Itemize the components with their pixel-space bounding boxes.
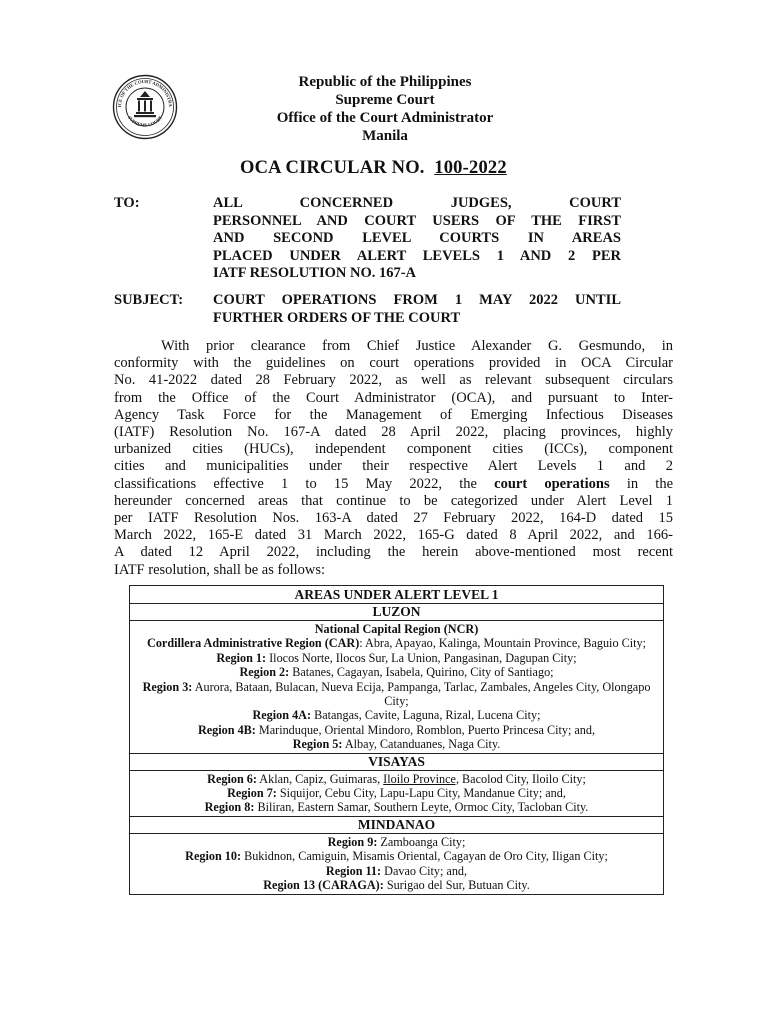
region-entry: Region 6: Aklan, Capiz, Guimaras, Iloilo Province, Bacolod City, Iloilo City;: [207, 771, 586, 786]
body-line-mixed: [114, 476, 673, 493]
region-entry: Region 11: Davao City; and,: [325, 863, 468, 878]
court-seal-icon: [112, 74, 178, 140]
body-line: (IATF) Resolution No. 167-A dated 28 April 2022, placing provinces, highly: [114, 424, 673, 441]
to-label: TO:: [114, 195, 140, 211]
group-body-luzon: [130, 621, 663, 754]
to-recipients: [213, 195, 621, 283]
body-line: from the Office of the Court Administrator (OCA), and pursuant to Inter-: [114, 389, 673, 406]
group-body-visayas: [130, 771, 663, 817]
region-entry: Cordillera Administrative Region (CAR): Abra, Apayao, Kalinga, Mountain Province, Baguio City;: [147, 636, 646, 651]
body-after-bold: in the: [626, 475, 674, 492]
region-entry: Region 1: Ilocos Norte, Ilocos Sur, La Union, Pangasinan, Dagupan City;: [216, 650, 577, 665]
body-line: A dated 12 April 2022, including the herein above-mentioned most recent: [114, 544, 673, 561]
subject-label: SUBJECT:: [114, 292, 184, 308]
to-line: PERSONNEL AND COURT USERS OF THE FIRST: [213, 212, 621, 229]
region-entry: Region 13 (CARAGA): Surigao del Sur, Butuan City.: [263, 878, 530, 893]
body-line: IATF resolution, shall be as follows:: [114, 561, 326, 578]
body-paragraph: [114, 338, 673, 579]
region-entry: Region 2: Batanes, Cagayan, Isabela, Quirino, City of Santiago;: [239, 665, 554, 680]
body-line: urbanized cities (HUCs), independent component cities (ICCs), component: [114, 441, 673, 458]
group-heading-mindanao: MINDANAO: [130, 817, 663, 834]
region-entry: Region 4B: Marinduque, Oriental Mindoro, Romblon, Puerto Princesa City; and,: [197, 722, 596, 737]
body-line: With prior clearance from Chief Justice Alexander G. Gesmundo, in: [161, 338, 673, 354]
seal-text-bottom: SUPREME COURT: [126, 115, 164, 128]
region-entry: Region 4A: Batangas, Cavite, Laguna, Rizal, Lucena City;: [252, 708, 541, 723]
region-entry: Region 9: Zamboanga City;: [327, 834, 466, 849]
subject-line: COURT OPERATIONS FROM 1 MAY 2022 UNTIL: [213, 292, 621, 308]
subject-text: [213, 292, 621, 327]
circular-prefix: OCA CIRCULAR NO.: [240, 158, 425, 178]
to-line: ALL CONCERNED JUDGES, COURT: [213, 195, 621, 211]
region-entry: Region 3: Aurora, Bataan, Bulacan, Nueva Ecija, Pampanga, Tarlac, Zambales, Angeles City, Olongapo City;: [142, 679, 651, 709]
letterhead-office: Office of the Court Administrator: [276, 110, 494, 126]
region-entry: Region 8: Biliran, Eastern Samar, Southern Leyte, Ormoc City, Tacloban City.: [204, 800, 589, 815]
circular-title: [240, 158, 507, 179]
circular-number: 100-2022: [434, 158, 507, 178]
group-heading-luzon: LUZON: [130, 604, 663, 621]
region-entry: National Capital Region (NCR): [314, 622, 479, 636]
body-bold-phrase: court operations: [494, 475, 610, 492]
group-body-mindanao: [130, 834, 663, 894]
areas-table-title: AREAS UNDER ALERT LEVEL 1: [130, 586, 663, 604]
to-line: IATF RESOLUTION NO. 167-A: [213, 265, 417, 281]
seal-text-top: ICE OF THE COURT ADMINISTRA: [116, 78, 174, 108]
to-line: PLACED UNDER ALERT LEVELS 1 AND 2 PER: [213, 247, 621, 264]
body-line: Agency Task Force for the Management of Emerging Infectious Diseases: [114, 406, 673, 423]
to-line: AND SECOND LEVEL COURTS IN AREAS: [213, 230, 621, 246]
body-line: March 2022, 165-E dated 31 March 2022, 165-G dated 8 April 2022, and 166-: [114, 527, 673, 544]
letterhead-city: Manila: [362, 128, 408, 144]
letterhead-court: Supreme Court: [335, 92, 435, 108]
body-line: No. 41-2022 dated 28 February 2022, as well as relevant subsequent circulars: [114, 372, 673, 389]
subject-line: FURTHER ORDERS OF THE COURT: [213, 309, 461, 326]
body-line: conformity with the guidelines on court operations provided in OCA Circular: [114, 355, 673, 372]
region-entry: Region 7: Siquijor, Cebu City, Lapu-Lapu City, Mandanue City; and,: [227, 786, 566, 801]
group-heading-visayas: VISAYAS: [130, 754, 663, 771]
letterhead: [200, 73, 570, 145]
region-entry: Region 5: Albay, Catanduanes, Naga City.: [292, 737, 501, 752]
body-line-text: classifications effective 1 to 15 May 2022, the: [114, 475, 477, 492]
body-line: cities and municipalities under their respective Alert Levels 1 and 2: [114, 458, 673, 475]
body-line: per IATF Resolution Nos. 163-A dated 27 February 2022, 164-D dated 15: [114, 510, 673, 527]
body-line: hereunder concerned areas that continue to be categorized under Alert Level 1: [114, 492, 673, 509]
letterhead-country: Republic of the Philippines: [298, 74, 472, 90]
areas-table: [129, 585, 664, 895]
region-entry: Region 10: Bukidnon, Camiguin, Misamis Oriental, Cagayan de Oro City, Iligan City;: [185, 849, 608, 864]
